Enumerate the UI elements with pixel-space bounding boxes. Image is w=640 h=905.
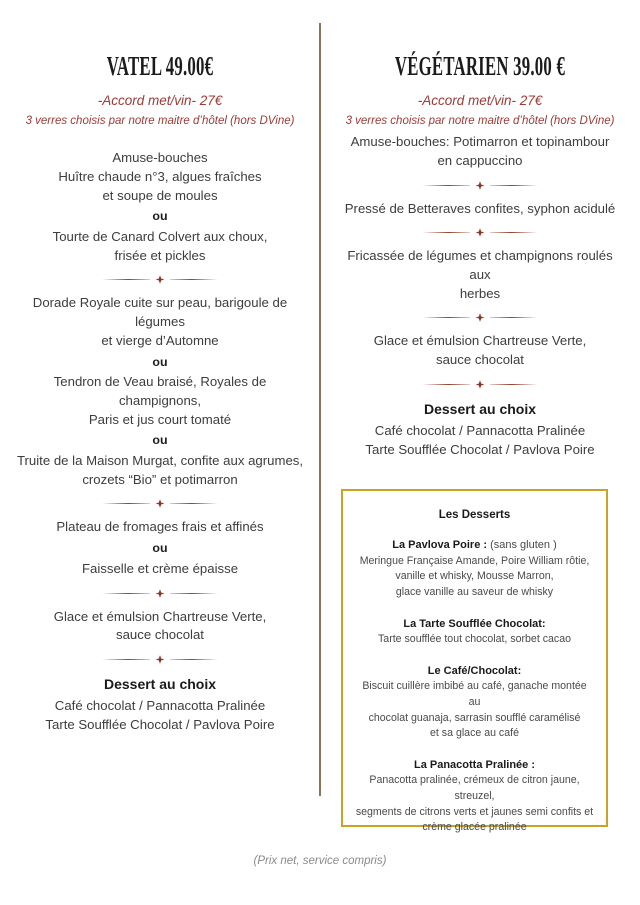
dish-line: herbes <box>459 285 501 301</box>
dessert-description-line: Biscuit cuillère imbibé au café, ganache montée au <box>362 680 587 708</box>
dessert-description-line: et sa glace au café <box>430 727 519 740</box>
dish-line: en cappuccino <box>437 152 523 168</box>
menu-dish <box>334 200 626 219</box>
wine-pairing-price: -Accord met/vin- 27€ <box>417 93 543 109</box>
choice-separator-ou: ou <box>152 433 168 448</box>
menu-dish <box>14 518 306 537</box>
dessert-details-box <box>341 489 608 834</box>
dessert-description-line: crème glacée pralinée <box>422 821 527 834</box>
dessert-box-title: Les Desserts <box>438 509 511 521</box>
dish-line: Tarte Soufflée Chocolat / Pavlova Poire <box>365 441 595 457</box>
dessert-detail-item <box>355 663 594 742</box>
dessert-name-text: La Pavlova Poire : <box>392 539 488 551</box>
dessert-detail-description <box>355 679 594 742</box>
menu-dish <box>14 697 306 716</box>
menu-dish <box>334 422 626 441</box>
dessert-description-line: Tarte soufflée tout chocolat, sorbet cacao <box>378 633 571 646</box>
dish-line: et vierge d’Automne <box>101 332 219 348</box>
dish-line: Truite de la Maison Murgat, confite aux agrumes, <box>16 452 304 468</box>
dish-line: Glace et émulsion Chartreuse Verte, <box>373 333 587 349</box>
dessert-description-line: segments de citrons verts et jaunes semi confits et <box>355 805 594 818</box>
menu-dish <box>14 373 306 429</box>
wine-pairing-note: 3 verres choisis par notre maitre d’hôtel (hors DVine) <box>345 114 615 127</box>
dish-line: Paris et jus court tomaté <box>88 411 232 427</box>
dessert-detail-description <box>355 773 594 836</box>
menu-dish <box>14 716 306 735</box>
dish-line: et soupe de moules <box>102 187 218 203</box>
price-note: (Prix net, service compris) <box>253 855 387 867</box>
dessert-detail-name <box>355 757 594 774</box>
dessert-detail-name <box>355 616 594 633</box>
dish-line: Huître chaude n°3, algues fraîches <box>58 168 262 184</box>
dessert-name-text: La Tarte Soufflée Chocolat: <box>403 617 546 630</box>
dish-line: Plateau de fromages frais et affinés <box>56 519 264 535</box>
menu-dish <box>14 149 306 168</box>
dessert-detail-item <box>355 537 594 601</box>
ornament-divider-icon <box>416 312 544 323</box>
ornament-divider-icon <box>416 227 544 238</box>
dish-line: Café chocolat / Pannacotta Pralinée <box>374 422 586 438</box>
dish-line: Faisselle et crème épaisse <box>81 560 239 576</box>
menu-title: VÉGÉTARIEN 39.00 € <box>394 51 566 81</box>
dish-line: crozets “Bio” et potimarron <box>82 471 238 487</box>
menu-title: VATEL 49.00€ <box>106 51 214 81</box>
ornament-divider-icon <box>96 654 224 665</box>
dish-line: Amuse-bouches: Potimarron et topinambour <box>350 134 610 150</box>
column-vertical-divider <box>319 23 321 796</box>
wine-pairing-note: 3 verres choisis par notre maitre d’hôtel (hors DVine) <box>25 114 295 127</box>
dessert-name-text: Le Café/Chocolat: <box>427 664 522 677</box>
dessert-description-line: vanille et whisky, Mousse Marron, <box>395 570 554 583</box>
menu-column-vatel <box>0 52 320 734</box>
dish-line: sauce chocolat <box>116 627 204 643</box>
dish-line: Fricassée de légumes et champignons roulés aux <box>347 248 613 283</box>
dish-line: Glace et émulsion Chartreuse Verte, <box>53 608 267 624</box>
dessert-description-line: glace vanille au saveur de whisky <box>395 585 554 598</box>
dish-line: Tourte de Canard Colvert aux choux, <box>52 228 268 244</box>
menu-dish <box>334 133 626 170</box>
dish-line: Dorade Royale cuite sur peau, barigoule de légumes <box>32 295 288 330</box>
ornament-divider-icon <box>416 379 544 390</box>
choice-separator-ou: ou <box>152 354 168 369</box>
dessert-detail-description <box>355 554 594 601</box>
dessert-choice-heading: Dessert au choix <box>103 676 217 692</box>
dish-line: sauce chocolat <box>436 352 524 368</box>
menu-column-vegetarien <box>320 52 640 459</box>
dessert-detail-description <box>355 632 594 648</box>
choice-separator-ou: ou <box>152 541 168 556</box>
choice-separator-ou: ou <box>152 209 168 224</box>
ornament-divider-icon <box>96 274 224 285</box>
menu-dish <box>14 608 306 645</box>
dessert-detail-item <box>355 616 594 648</box>
menu-dish <box>334 247 626 303</box>
dessert-name-note: (sans gluten ) <box>487 539 557 551</box>
dessert-detail-name <box>355 663 594 680</box>
dessert-detail-name <box>355 537 594 554</box>
menu-dish <box>14 452 306 489</box>
wine-pairing-price: -Accord met/vin- 27€ <box>97 93 223 109</box>
dessert-detail-item <box>355 757 594 836</box>
dessert-description-line: Panacotta pralinée, crémeux de citron jaune, streuzel, <box>369 774 580 803</box>
menu-dish <box>14 228 306 265</box>
dish-line: Pressé de Betteraves confites, syphon acidulé <box>344 200 616 216</box>
dessert-description-line: chocolat guanaja, sarrasin soufflé caramélisé <box>368 711 581 724</box>
dessert-name-text: La Panacotta Pralinée : <box>413 758 536 771</box>
dish-line: Café chocolat / Pannacotta Pralinée <box>54 698 266 713</box>
dish-line: Tarte Soufflée Chocolat / Pavlova Poire <box>45 716 275 732</box>
menu-dish <box>334 332 626 369</box>
dessert-description-line: Meringue Française Amande, Poire William rôtie, <box>359 554 590 567</box>
dish-line: Amuse-bouches <box>112 150 208 166</box>
menu-dish <box>334 441 626 460</box>
ornament-divider-icon <box>416 180 544 191</box>
menu-dish <box>14 168 306 205</box>
menu-dish <box>14 560 306 579</box>
dessert-choice-heading: Dessert au choix <box>423 400 537 417</box>
menu-dish <box>14 294 306 350</box>
ornament-divider-icon <box>96 498 224 509</box>
ornament-divider-icon <box>96 588 224 599</box>
dish-line: frisée et pickles <box>114 247 206 263</box>
dish-line: Tendron de Veau braisé, Royales de champignons, <box>53 374 267 408</box>
